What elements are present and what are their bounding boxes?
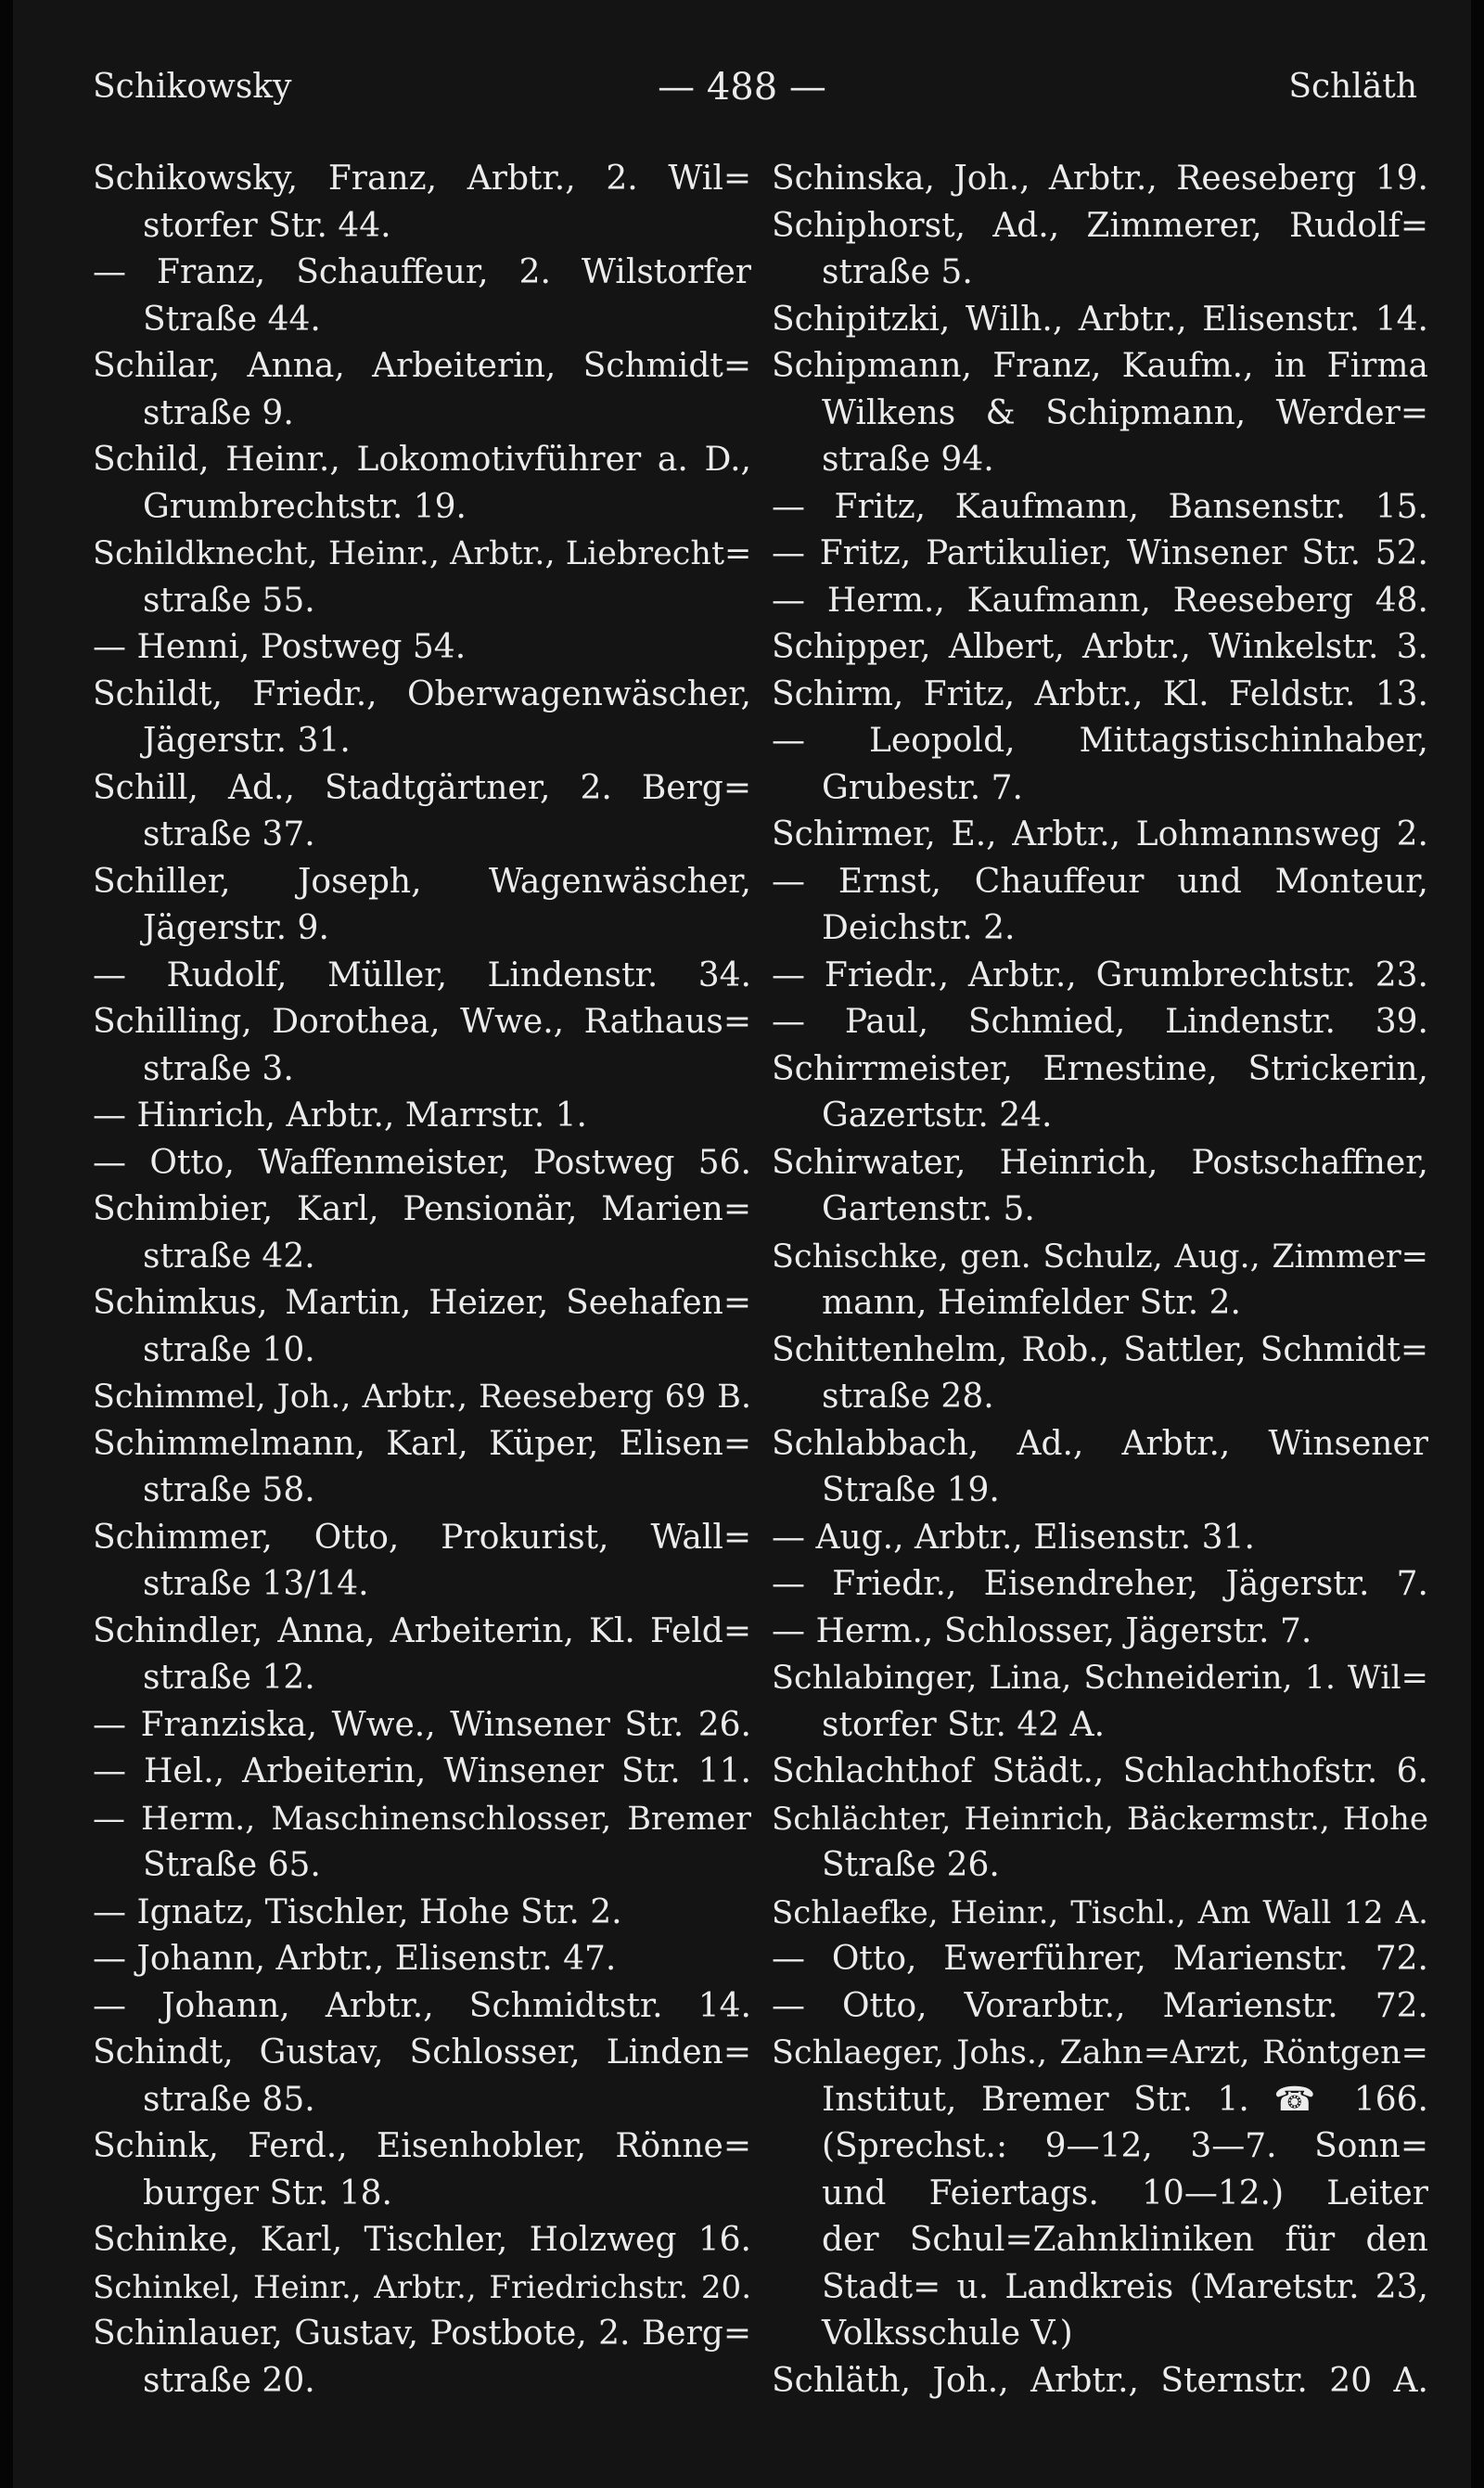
entry-continuation-line: Wilkens & Schipmann, Werder= — [822, 393, 1428, 432]
entry-line: Schiphorst, Ad., Zimmerer, Rudolf= — [772, 206, 1428, 245]
entry-line: — Ernst, Chauffeur und Monteur, — [772, 862, 1428, 901]
entry-line: Schlaefke, Heinr., Tischl., Am Wall 12 A. — [772, 1893, 1428, 1931]
entry-line: — Hel., Arbeiterin, Winsener Str. 11. — [93, 1752, 751, 1790]
entry-continuation-line: storfer Str. 42 A. — [822, 1705, 1106, 1744]
entry-continuation-line: Institut, Bremer Str. 1. ☎ 166. — [822, 2080, 1428, 2119]
entry-line: Schipitzki, Wilh., Arbtr., Elisenstr. 14. — [772, 300, 1428, 339]
entry-continuation-line: straße 85. — [143, 2080, 315, 2119]
entry-line: Schimbier, Karl, Pensionär, Marien= — [93, 1190, 751, 1228]
entry-continuation-line: storfer Str. 44. — [143, 206, 391, 245]
entry-line: — Otto, Waffenmeister, Postweg 56. — [93, 1143, 751, 1182]
entry-line: — Friedr., Eisendreher, Jägerstr. 7. — [772, 1565, 1428, 1603]
entry-line: Schinska, Joh., Arbtr., Reeseberg 19. — [772, 160, 1428, 198]
entry-continuation-line: straße 55. — [143, 581, 315, 620]
entry-line: Schischke, gen. Schulz, Aug., Zimmer= — [772, 1238, 1428, 1276]
entry-line: — Hinrich, Arbtr., Marrstr. 1. — [93, 1097, 587, 1135]
entry-line: Schikowsky, Franz, Arbtr., 2. Wil= — [93, 160, 751, 198]
entry-line: Schiller, Joseph, Wagenwäscher, — [93, 862, 751, 901]
running-head-right: Schläth — [1288, 68, 1417, 106]
entry-line: Schinke, Karl, Tischler, Holzweg 16. — [93, 2221, 751, 2259]
right-column — [772, 156, 1428, 2405]
entry-continuation-line: mann, Heimfelder Str. 2. — [822, 1284, 1241, 1322]
entry-continuation-line: Straße 44. — [143, 300, 321, 339]
entry-line: — Ignatz, Tischler, Hohe Str. 2. — [93, 1892, 622, 1931]
entry-continuation-line: Jägerstr. 31. — [143, 722, 351, 760]
entry-line: Schill, Ad., Stadtgärtner, 2. Berg= — [93, 768, 751, 807]
entry-line: Schipmann, Franz, Kaufm., in Firma — [772, 347, 1428, 385]
scan-edge-left — [0, 0, 13, 2488]
entry-continuation-line: straße 5. — [822, 253, 973, 291]
entry-continuation-line: Grubestr. 7. — [822, 768, 1023, 807]
entry-line: Schipper, Albert, Arbtr., Winkelstr. 3. — [772, 628, 1428, 666]
scan-edge-right — [1471, 0, 1484, 2488]
entry-continuation-line: Volksschule V.) — [822, 2315, 1073, 2353]
entry-continuation-line: Grumbrechtstr. 19. — [143, 487, 467, 526]
entry-line: Schilar, Anna, Arbeiterin, Schmidt= — [93, 347, 751, 385]
entry-line: Schilling, Dorothea, Wwe., Rathaus= — [93, 1003, 751, 1041]
entry-line: — Herm., Schlosser, Jägerstr. 7. — [772, 1611, 1312, 1650]
entry-line: Schimmer, Otto, Prokurist, Wall= — [93, 1518, 751, 1557]
entry-line: — Herm., Kaufmann, Reeseberg 48. — [772, 581, 1428, 620]
entry-continuation-line: Jägerstr. 9. — [143, 909, 329, 947]
entry-line: Schindt, Gustav, Schlosser, Linden= — [93, 2033, 751, 2071]
entry-line: — Friedr., Arbtr., Grumbrechtstr. 23. — [772, 955, 1428, 994]
entry-continuation-line: straße 9. — [143, 393, 294, 432]
entry-line: Schindler, Anna, Arbeiterin, Kl. Feld= — [93, 1611, 751, 1650]
entry-line: Schittenhelm, Rob., Sattler, Schmidt= — [772, 1330, 1428, 1369]
entry-continuation-line: Deichstr. 2. — [822, 909, 1016, 947]
entry-continuation-line: Straße 19. — [822, 1471, 1000, 1509]
entry-line: Schimmel, Joh., Arbtr., Reeseberg 69 B. — [93, 1379, 751, 1416]
entry-continuation-line: Stadt= u. Landkreis (Maretstr. 23, — [822, 2267, 1428, 2306]
entry-line: Schlabbach, Ad., Arbtr., Winsener — [772, 1424, 1428, 1463]
entry-line: Schild, Heinr., Lokomotivführer a. D., — [93, 441, 751, 479]
entry-continuation-line: Straße 26. — [822, 1846, 1000, 1884]
entry-line: Schirrmeister, Ernestine, Strickerin, — [772, 1049, 1428, 1088]
entry-line: — Paul, Schmied, Lindenstr. 39. — [772, 1003, 1428, 1041]
running-head-left: Schikowsky — [93, 68, 292, 106]
entry-continuation-line: burger Str. 18. — [143, 2174, 392, 2212]
entry-continuation-line: straße 37. — [143, 815, 315, 853]
entry-line: — Leopold, Mittagstischinhaber, — [772, 722, 1428, 760]
entry-continuation-line: straße 42. — [143, 1237, 315, 1276]
entry-line: Schimmelmann, Karl, Küper, Elisen= — [93, 1424, 751, 1463]
entry-line: — Herm., Maschinenschlosser, Bremer — [93, 1800, 751, 1838]
entry-continuation-line: straße 28. — [822, 1378, 994, 1416]
entry-line: Schink, Ferd., Eisenhobler, Rönne= — [93, 2127, 751, 2165]
entry-line: Schildknecht, Heinr., Arbtr., Liebrecht= — [93, 535, 751, 572]
entry-line: — Johann, Arbtr., Schmidtstr. 14. — [93, 1986, 751, 2025]
entry-line: — Franziska, Wwe., Winsener Str. 26. — [93, 1705, 751, 1744]
entry-continuation-line: Gazertstr. 24. — [822, 1097, 1053, 1135]
entry-line: Schläth, Joh., Arbtr., Sternstr. 20 A. — [772, 2361, 1428, 2400]
entry-line: Schirmer, E., Arbtr., Lohmannsweg 2. — [772, 815, 1428, 853]
entry-line: Schlaeger, Johs., Zahn=Arzt, Röntgen= — [772, 2034, 1428, 2071]
entry-line: Schinkel, Heinr., Arbtr., Friedrichstr. 20. — [93, 2268, 751, 2306]
entry-continuation-line: Straße 65. — [143, 1846, 321, 1884]
entry-line: Schirm, Fritz, Arbtr., Kl. Feldstr. 13. — [772, 674, 1428, 713]
entry-continuation-line: straße 20. — [143, 2361, 315, 2400]
entry-line: — Otto, Vorarbtr., Marienstr. 72. — [772, 1986, 1428, 2025]
entry-line: Schlachthof Städt., Schlachthofstr. 6. — [772, 1752, 1428, 1790]
entry-line: — Johann, Arbtr., Elisenstr. 47. — [93, 1940, 617, 1978]
entry-continuation-line: und Feiertags. 10—12.) Leiter — [822, 2174, 1428, 2212]
entry-continuation-line: straße 58. — [143, 1471, 315, 1509]
entry-line: — Franz, Schauffeur, 2. Wilstorfer — [93, 253, 751, 291]
entry-line: — Henni, Postweg 54. — [93, 628, 467, 666]
page-number: — 488 — — [658, 66, 826, 109]
entry-continuation-line: straße 12. — [143, 1659, 315, 1697]
entry-line: Schimkus, Martin, Heizer, Seehafen= — [93, 1284, 751, 1322]
entry-line: — Rudolf, Müller, Lindenstr. 34. — [93, 955, 751, 994]
entry-line: — Otto, Ewerführer, Marienstr. 72. — [772, 1940, 1428, 1978]
entry-continuation-line: straße 13/14. — [143, 1565, 369, 1603]
entry-continuation-line: der Schul=Zahnkliniken für den — [822, 2221, 1428, 2259]
left-column — [93, 156, 751, 2405]
entry-line: Schinlauer, Gustav, Postbote, 2. Berg= — [93, 2315, 751, 2353]
entry-line: — Aug., Arbtr., Elisenstr. 31. — [772, 1518, 1255, 1557]
entry-line: Schirwater, Heinrich, Postschaffner, — [772, 1143, 1428, 1182]
entry-line: Schildt, Friedr., Oberwagenwäscher, — [93, 674, 751, 713]
entry-continuation-line: straße 3. — [143, 1049, 294, 1088]
entry-line: Schlächter, Heinrich, Bäckermstr., Hohe — [772, 1800, 1428, 1838]
entry-continuation-line: Gartenstr. 5. — [822, 1190, 1035, 1228]
entry-continuation-line: (Sprechst.: 9—12, 3—7. Sonn= — [822, 2127, 1428, 2165]
entry-line: — Fritz, Kaufmann, Bansenstr. 15. — [772, 487, 1428, 526]
entry-line: Schlabinger, Lina, Schneiderin, 1. Wil= — [772, 1660, 1428, 1697]
entry-continuation-line: straße 10. — [143, 1330, 315, 1369]
entry-continuation-line: straße 94. — [822, 441, 994, 479]
entry-line: — Fritz, Partikulier, Winsener Str. 52. — [772, 534, 1428, 572]
